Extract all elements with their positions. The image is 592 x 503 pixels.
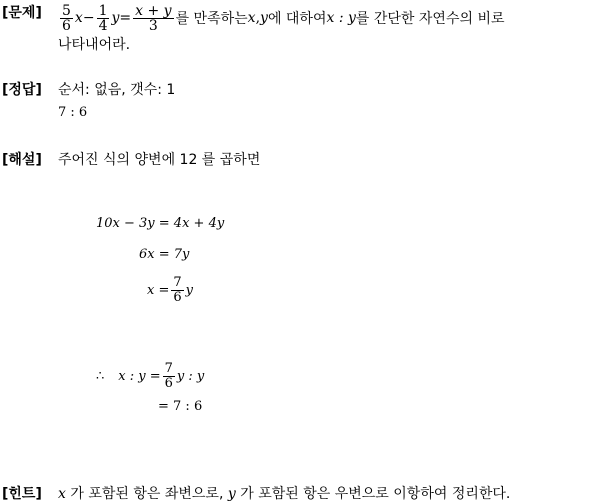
fraction-7-6: $\frac{7}{6}$: [173, 274, 182, 305]
fraction-5-6: $\frac{5}{6}$: [62, 2, 71, 34]
fraction-1-4: $\frac{1}{4}$: [98, 2, 108, 34]
hint-text: x 가 포함된 항은 좌변으로, y 가 포함된 항은 우변으로 이항하여 정리한다.: [58, 486, 511, 502]
answer-tag: [정답]: [2, 82, 42, 98]
answer-ratio: 7 : 6: [58, 105, 88, 120]
solution-eq1: 10x − 3y = 4x + 4y: [96, 216, 225, 231]
problem-tag: [문제]: [2, 5, 42, 21]
problem-line2: 나타내어라.: [58, 37, 131, 53]
solution-eq5: = 7 : 6: [158, 399, 203, 414]
solution-eq4: ∴ x : y = $\frac{7}{6}$ y : y: [96, 360, 205, 391]
hint-tag: [힌트]: [2, 486, 42, 502]
problem-statement: $\frac{5}{6}$ x − $\frac{1}{4}$ y = $\frac{x + y}{3}$ 를 만족하는 x , y 에 대하여 x : y 를 간단한 자연수의 비로: [62, 2, 505, 34]
fraction-x-plus-y-over-3: $\frac{x + y}{3}$: [135, 2, 172, 34]
solution-eq2: 6x = 7y: [139, 247, 190, 262]
solution-eq3: x = $\frac{7}{6}$ y: [147, 274, 193, 305]
solution-tag: [해설]: [2, 152, 42, 168]
answer-line1: 순서: 없음, 갯수: 1: [58, 82, 176, 98]
solution-intro: 주어진 식의 양변에 12 를 곱하면: [58, 152, 261, 168]
fraction-7-6-b: $\frac{7}{6}$: [164, 360, 173, 391]
therefore-symbol: ∴: [96, 368, 105, 384]
